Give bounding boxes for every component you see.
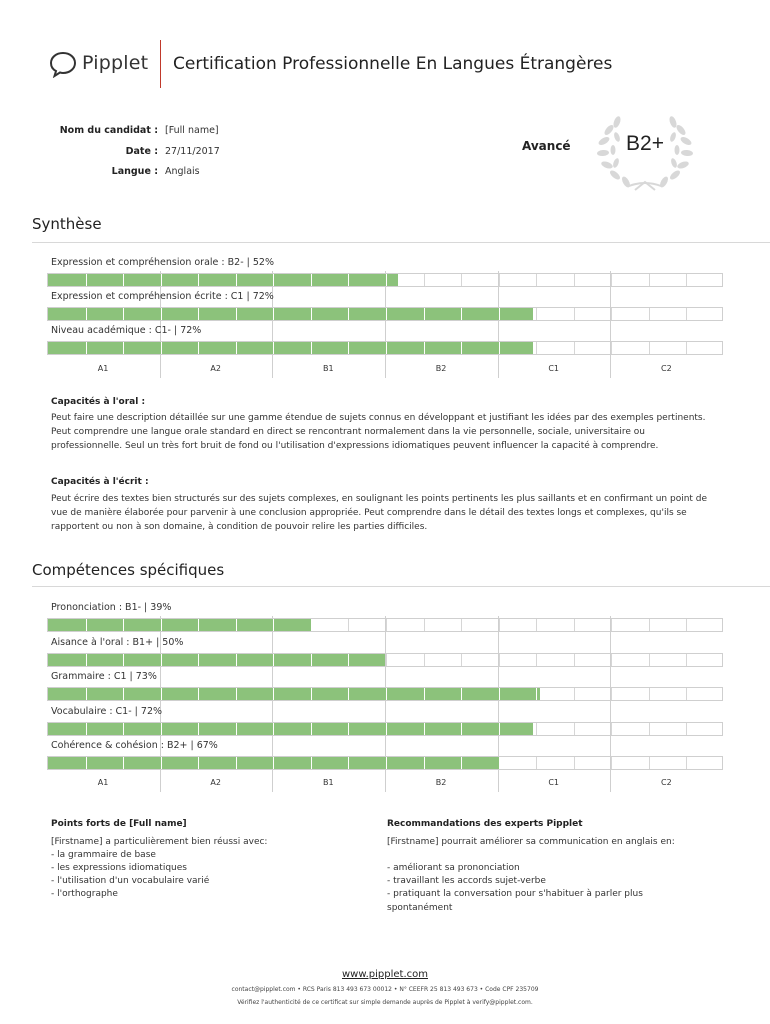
- score-bar-cell-divider: [198, 342, 199, 354]
- scale-label: B1: [323, 364, 334, 373]
- page-title: Certification Professionnelle En Langues Étrangères: [173, 54, 613, 74]
- score-bar-cell-divider: [311, 342, 312, 354]
- score-bar-cell-divider: [499, 757, 500, 769]
- written-heading: Capacités à l'écrit :: [51, 477, 149, 487]
- score-bar-cell-divider: [386, 342, 387, 354]
- level-separator: [385, 271, 386, 378]
- score-bar-cell-divider: [161, 757, 162, 769]
- strengths-line: [Firstname] a particulièrement bien réussi avec:: [51, 837, 268, 847]
- score-bar-cell-divider: [574, 619, 575, 631]
- score-bar: [47, 687, 723, 701]
- score-bar-cell-divider: [123, 654, 124, 666]
- scale-label: C2: [660, 778, 672, 787]
- score-bar-cell-divider: [424, 654, 425, 666]
- score-bar-cell-divider: [686, 308, 687, 320]
- score-bar-cell-divider: [273, 654, 274, 666]
- score-bar-cell-divider: [386, 308, 387, 320]
- level-separator: [272, 271, 273, 378]
- score-bar-cell-divider: [424, 619, 425, 631]
- section-divider: [32, 586, 770, 587]
- score-bar-cell-divider: [236, 342, 237, 354]
- score-bar-cell-divider: [348, 308, 349, 320]
- score-bar-cell-divider: [236, 619, 237, 631]
- score-bar-cell-divider: [574, 274, 575, 286]
- score-bar-cell-divider: [386, 688, 387, 700]
- score-bar-cell-divider: [649, 757, 650, 769]
- info-value: 27/11/2017: [165, 146, 220, 157]
- score-bar-cell-divider: [86, 619, 87, 631]
- score-bar-cell-divider: [348, 723, 349, 735]
- score-bar-cell-divider: [236, 308, 237, 320]
- score-bar-cell-divider: [686, 654, 687, 666]
- score-bar-cell-divider: [611, 619, 612, 631]
- recommendations-line: - travaillant les accords sujet-verbe: [387, 876, 546, 886]
- score-bar-cell-divider: [348, 757, 349, 769]
- strengths-line: - l'utilisation d'un vocabulaire varié: [51, 876, 210, 886]
- score-bar-cell-divider: [236, 654, 237, 666]
- score-bar-cell-divider: [611, 308, 612, 320]
- score-bar-cell-divider: [611, 723, 612, 735]
- score-bar-cell-divider: [536, 619, 537, 631]
- score-bar-cell-divider: [86, 757, 87, 769]
- score-bar-cell-divider: [161, 654, 162, 666]
- score-bar-cell-divider: [348, 274, 349, 286]
- scale-label: C2: [660, 364, 672, 373]
- score-bar-cell-divider: [198, 274, 199, 286]
- score-bar-cell-divider: [499, 308, 500, 320]
- scale-label: A1: [97, 364, 109, 373]
- score-bar-cell-divider: [536, 757, 537, 769]
- strengths-line: - l'orthographe: [51, 889, 118, 899]
- score-bar-cell-divider: [198, 723, 199, 735]
- info-value: Anglais: [165, 166, 200, 177]
- score-bar-cell-divider: [86, 688, 87, 700]
- score-bar-cell-divider: [686, 274, 687, 286]
- scale-label: A1: [97, 778, 109, 787]
- score-bar: [47, 273, 723, 287]
- score-bar-fill: [48, 688, 540, 700]
- score-bar-cell-divider: [236, 723, 237, 735]
- score-bar-cell-divider: [161, 619, 162, 631]
- score-bar-cell-divider: [198, 757, 199, 769]
- level-badge-text: B2+: [626, 132, 664, 155]
- score-bar-cell-divider: [123, 274, 124, 286]
- score-bar-cell-divider: [424, 308, 425, 320]
- score-bar-cell-divider: [461, 342, 462, 354]
- score-bar-cell-divider: [611, 654, 612, 666]
- scale-label: B2: [435, 778, 447, 787]
- score-label: Vocabulaire : C1- | 72%: [51, 705, 163, 717]
- score-bar-cell-divider: [123, 723, 124, 735]
- score-bar-cell-divider: [86, 274, 87, 286]
- score-bar-cell-divider: [273, 619, 274, 631]
- score-bar-cell-divider: [311, 274, 312, 286]
- scale-label: B1: [323, 778, 334, 787]
- info-label: Date :: [125, 146, 158, 157]
- level-word: Avancé: [522, 139, 571, 153]
- footer-website-link[interactable]: www.pipplet.com: [341, 969, 428, 980]
- score-bar-cell-divider: [348, 654, 349, 666]
- score-bar-cell-divider: [536, 274, 537, 286]
- score-bar: [47, 341, 723, 355]
- written-description: Peut écrire des textes bien structurés sur des sujets complexes, en soulignant les points pertinents les plus saillants et en confirmant un point de vue de manière élaborée pour parvenir à une conclusion appropriée. Peut comprendre dans le détail des textes longs et complexes, qu'ils se rapportent ou non à son domaine, à condition de pouvoir relire les parties difficiles.: [51, 494, 708, 532]
- score-label: Grammaire : C1 | 73%: [51, 671, 157, 682]
- score-bar-cell-divider: [311, 688, 312, 700]
- score-bar-cell-divider: [686, 619, 687, 631]
- score-bar-cell-divider: [649, 308, 650, 320]
- score-bar-cell-divider: [461, 654, 462, 666]
- scale-label: B2: [435, 364, 447, 373]
- score-bar-fill: [48, 619, 311, 631]
- score-bar-cell-divider: [499, 619, 500, 631]
- recommendations-heading: Recommandations des experts Pipplet: [387, 819, 583, 829]
- score-bar-cell-divider: [386, 654, 387, 666]
- score-bar-cell-divider: [686, 757, 687, 769]
- score-bar-cell-divider: [461, 688, 462, 700]
- score-bar-cell-divider: [499, 688, 500, 700]
- score-bar-cell-divider: [611, 688, 612, 700]
- score-bar-cell-divider: [236, 688, 237, 700]
- info-label: Langue :: [111, 166, 158, 177]
- score-bar-cell-divider: [686, 342, 687, 354]
- score-bar-cell-divider: [499, 342, 500, 354]
- score-bar-cell-divider: [311, 308, 312, 320]
- score-bar-cell-divider: [574, 308, 575, 320]
- score-bar-cell-divider: [123, 688, 124, 700]
- score-bar-cell-divider: [311, 619, 312, 631]
- score-bar-cell-divider: [236, 274, 237, 286]
- score-bar-cell-divider: [86, 342, 87, 354]
- score-bar-cell-divider: [311, 723, 312, 735]
- score-bar-cell-divider: [536, 688, 537, 700]
- score-bar-cell-divider: [536, 654, 537, 666]
- score-bar-cell-divider: [574, 654, 575, 666]
- score-bar-cell-divider: [424, 757, 425, 769]
- score-bar-cell-divider: [461, 757, 462, 769]
- score-bar-cell-divider: [273, 688, 274, 700]
- score-bar-cell-divider: [424, 688, 425, 700]
- level-separator: [498, 271, 499, 378]
- score-bar-cell-divider: [123, 342, 124, 354]
- score-bar-cell-divider: [86, 308, 87, 320]
- footer-verify: Vérifiez l'authenticité de ce certificat sur simple demande auprès de Pipplet à verify@pipplet.com.: [237, 999, 533, 1006]
- score-bar-cell-divider: [461, 274, 462, 286]
- brand-name: Pipplet: [82, 52, 149, 74]
- score-bar-cell-divider: [386, 619, 387, 631]
- strengths-line: - les expressions idiomatiques: [51, 863, 187, 873]
- score-bar-cell-divider: [649, 688, 650, 700]
- score-bar-cell-divider: [161, 342, 162, 354]
- score-bar-cell-divider: [574, 688, 575, 700]
- score-bar-cell-divider: [686, 688, 687, 700]
- oral-heading: Capacités à l'oral :: [51, 397, 146, 407]
- level-badge: [595, 110, 695, 192]
- score-bar-cell-divider: [611, 757, 612, 769]
- score-label: Niveau académique : C1- | 72%: [51, 325, 202, 336]
- score-bar-cell-divider: [273, 757, 274, 769]
- score-bar-cell-divider: [123, 308, 124, 320]
- header-separator: [160, 40, 161, 88]
- score-bar-cell-divider: [123, 619, 124, 631]
- strengths-heading: Points forts de [Full name]: [51, 819, 187, 829]
- score-label: Cohérence & cohésion : B2+ | 67%: [51, 740, 218, 751]
- score-bar-cell-divider: [273, 342, 274, 354]
- score-bar-cell-divider: [649, 619, 650, 631]
- recommendations-line: - pratiquant la conversation pour s'habituer à parler plus: [387, 889, 643, 899]
- score-bar-cell-divider: [86, 654, 87, 666]
- recommendations-line: - améliorant sa prononciation: [387, 863, 520, 873]
- scale-label: C1: [548, 364, 559, 373]
- score-bar: [47, 722, 723, 736]
- score-bar-cell-divider: [649, 342, 650, 354]
- score-bar-cell-divider: [536, 342, 537, 354]
- score-bar-cell-divider: [311, 757, 312, 769]
- info-value: [Full name]: [165, 125, 219, 136]
- info-label: Nom du candidat :: [59, 125, 158, 136]
- section-title-synthese: Synthèse: [32, 215, 102, 233]
- score-bar-cell-divider: [348, 342, 349, 354]
- score-bar-cell-divider: [386, 274, 387, 286]
- score-bar-cell-divider: [461, 308, 462, 320]
- score-bar-cell-divider: [386, 757, 387, 769]
- score-bar-cell-divider: [686, 723, 687, 735]
- footer-legal: contact@pipplet.com • RCS Paris 813 493 673 00012 • N° CEEFR 25 813 493 673 • Code CPF 235709: [231, 986, 539, 993]
- score-bar-cell-divider: [424, 274, 425, 286]
- score-bar-cell-divider: [649, 723, 650, 735]
- score-bar-cell-divider: [161, 274, 162, 286]
- score-bar-cell-divider: [424, 342, 425, 354]
- score-bar-cell-divider: [386, 723, 387, 735]
- score-bar-cell-divider: [273, 274, 274, 286]
- section-title-competences: Compétences spécifiques: [32, 561, 225, 579]
- score-bar-cell-divider: [348, 619, 349, 631]
- score-bar-fill: [48, 654, 385, 666]
- score-bar-cell-divider: [161, 688, 162, 700]
- speech-bubble-icon: [48, 50, 78, 78]
- recommendations-line: [Firstname] pourrait améliorer sa communication en anglais en:: [387, 837, 675, 847]
- score-bar-cell-divider: [499, 274, 500, 286]
- score-bar-cell-divider: [611, 274, 612, 286]
- score-bar-cell-divider: [198, 654, 199, 666]
- score-bar-cell-divider: [574, 723, 575, 735]
- date-row: [0, 146, 400, 162]
- score-bar-cell-divider: [86, 723, 87, 735]
- score-bar-cell-divider: [611, 342, 612, 354]
- score-bar-cell-divider: [273, 723, 274, 735]
- score-bar: [47, 618, 723, 632]
- language-row: [0, 166, 400, 182]
- score-bar-cell-divider: [649, 654, 650, 666]
- score-bar-cell-divider: [649, 274, 650, 286]
- score-bar-cell-divider: [424, 723, 425, 735]
- score-bar: [47, 307, 723, 321]
- score-bar-cell-divider: [536, 723, 537, 735]
- score-bar-cell-divider: [161, 723, 162, 735]
- strengths-line: - la grammaire de base: [51, 850, 156, 860]
- score-bar-cell-divider: [123, 757, 124, 769]
- score-bar-cell-divider: [536, 308, 537, 320]
- score-bar-cell-divider: [198, 308, 199, 320]
- scale-label: A2: [210, 364, 221, 373]
- score-bar-cell-divider: [273, 308, 274, 320]
- score-bar: [47, 653, 723, 667]
- score-bar-fill: [48, 274, 398, 286]
- score-bar-cell-divider: [461, 723, 462, 735]
- score-bar-cell-divider: [198, 619, 199, 631]
- score-bar-cell-divider: [311, 654, 312, 666]
- score-label: Aisance à l'oral : B1+ | 50%: [51, 636, 184, 648]
- scale-label: C1: [548, 778, 559, 787]
- score-bar-cell-divider: [461, 619, 462, 631]
- score-bar-cell-divider: [499, 723, 500, 735]
- score-bar-cell-divider: [574, 342, 575, 354]
- recommendations-line: spontanément: [387, 903, 453, 913]
- scale-label: A2: [210, 778, 221, 787]
- section-divider: [32, 242, 770, 243]
- oral-description: Peut faire une description détaillée sur une gamme étendue de sujets connus en développant et justifiant les idées par des exemples pertinents. Peut comprendre une langue orale standard en direct se rencontrant normalement dans la vie personnelle, sociale, universitaire ou professionnelle. Seul un très fort bruit de fond ou l'utilisation d'expressions idiomatiques peuvent influencer la capacité à comprendre.: [51, 413, 706, 451]
- score-bar-cell-divider: [574, 757, 575, 769]
- score-bar-cell-divider: [348, 688, 349, 700]
- score-label: Expression et compréhension orale : B2- | 52%: [51, 257, 274, 268]
- score-label: Prononciation : B1- | 39%: [51, 602, 172, 613]
- score-bar-cell-divider: [499, 654, 500, 666]
- score-label: Expression et compréhension écrite : C1 | 72%: [51, 291, 274, 302]
- score-bar-cell-divider: [198, 688, 199, 700]
- candidate-name-row: [0, 125, 400, 141]
- pipplet-logo: [48, 50, 168, 82]
- score-bar-cell-divider: [236, 757, 237, 769]
- score-bar-cell-divider: [161, 308, 162, 320]
- level-separator: [610, 271, 611, 378]
- score-bar: [47, 756, 723, 770]
